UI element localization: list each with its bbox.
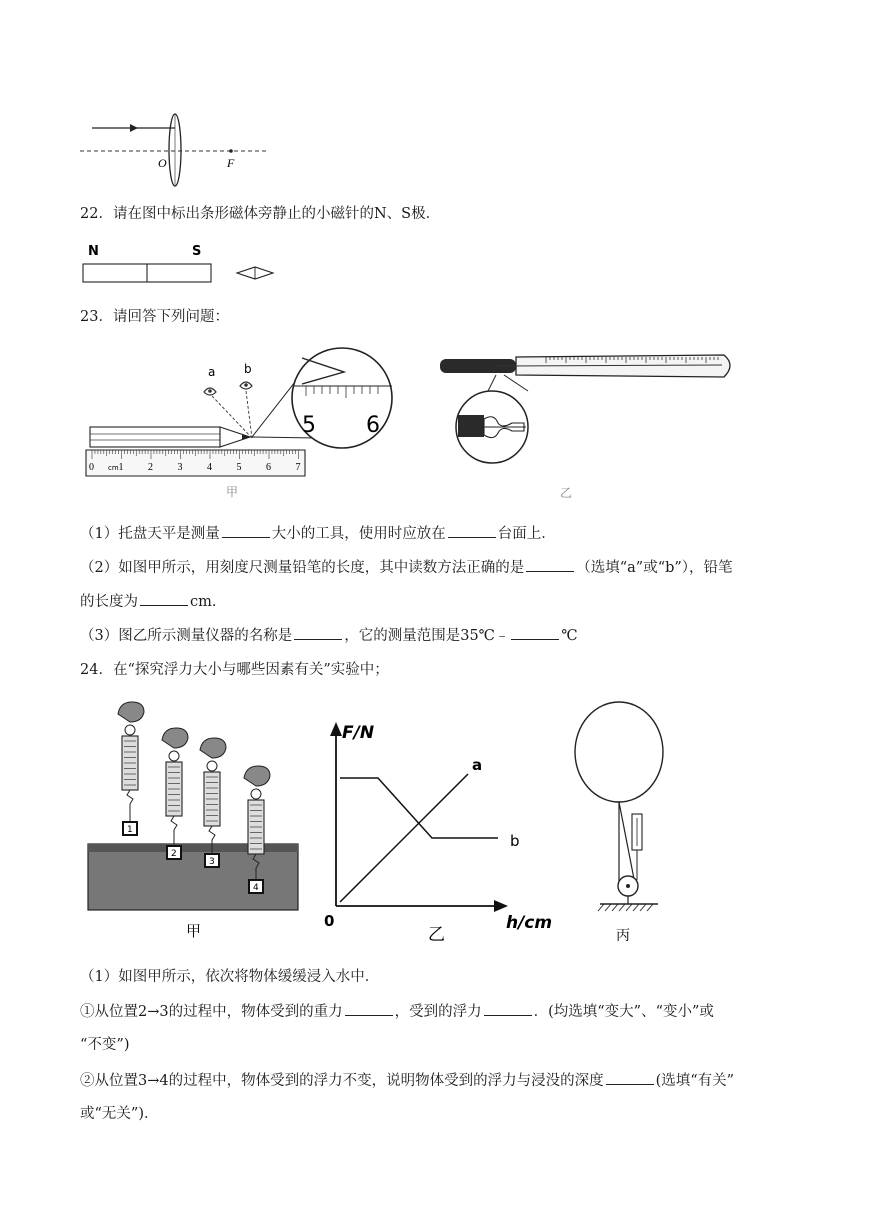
y-axis-label: F/N — [342, 723, 375, 743]
ruler-tick-label: 6 — [266, 462, 271, 473]
spring-scale-2 — [162, 728, 188, 859]
ruler-tick-label: 7 — [295, 462, 301, 473]
ruler-pencil-figure — [80, 338, 416, 506]
magnet-N-label: N — [88, 244, 99, 259]
balloon-pulley — [575, 702, 663, 944]
buoyancy-figure — [78, 694, 672, 946]
thermometer-zoom — [456, 391, 528, 463]
ruler-tick-label: 5 — [236, 462, 242, 473]
answer-blank-6[interactable] — [511, 625, 559, 640]
spring-scale-setup — [88, 702, 298, 910]
q23-p1: （1）托盘天平是测量 大小的工具，使用时应放在 台面上． — [80, 523, 556, 544]
line-b-label: b — [510, 832, 520, 850]
ruler-tick-label: 1 — [118, 462, 124, 473]
caption-yi: 乙 — [560, 486, 573, 500]
caption-jia: 甲 — [226, 485, 239, 499]
ruler-tick-label: 3 — [177, 462, 183, 473]
ruler — [86, 450, 305, 476]
answer-blank-2[interactable] — [448, 523, 496, 538]
answer-blank-4[interactable] — [140, 591, 188, 606]
zoom-view — [292, 348, 392, 448]
spring-scale-1 — [118, 702, 144, 835]
x-axis-arrow-icon — [494, 900, 508, 912]
label-F: F — [227, 156, 235, 170]
answer-blank-3[interactable] — [526, 557, 574, 572]
lens-figure — [78, 108, 274, 188]
block-label: 4 — [253, 883, 259, 893]
answer-blank-8[interactable] — [484, 1001, 532, 1016]
q24-title: 24．在“探究浮力大小与哪些因素有关”实验中； — [80, 662, 389, 678]
q23-p2-cont: 的长度为 cm. — [80, 591, 216, 612]
q23-p3: （3）图乙所示测量仪器的名称是 ，它的测量范围是35℃﹣ ℃ — [80, 625, 578, 646]
force-depth-graph — [324, 722, 552, 944]
q23-p2: （2）如图甲所示，用刻度尺测量铅笔的长度，其中读数方法正确的是 （选填“a”或“b”），铅笔 — [80, 557, 733, 578]
ruler-unit-label: cm — [108, 464, 119, 472]
pencil — [90, 427, 250, 447]
caption-yi-24: 乙 — [428, 925, 445, 944]
q24-p2-cont: “不变”) — [80, 1037, 130, 1053]
answer-blank-7[interactable] — [345, 1001, 393, 1016]
caption-jia-24: 甲 — [186, 924, 202, 940]
thermometer-figure — [436, 343, 736, 503]
eye-b-label: b — [244, 362, 252, 376]
magnet-S-label: S — [192, 244, 202, 259]
answer-blank-1[interactable] — [222, 523, 270, 538]
ruler-tick-label: 4 — [207, 462, 212, 473]
x-axis-label: h/cm — [506, 913, 553, 933]
block-label: 3 — [209, 857, 215, 867]
line-a-label: a — [472, 756, 483, 774]
block-label: 2 — [171, 849, 177, 859]
magnet-figure — [80, 240, 280, 286]
ruler-tick-label: 0 — [89, 462, 94, 473]
ruler-tick-label: 2 — [148, 462, 153, 473]
q23-title: 23．请回答下列问题： — [80, 309, 229, 325]
eye-a-icon — [204, 388, 216, 395]
ray-arrow-icon — [130, 124, 138, 132]
origin-label: 0 — [324, 912, 335, 930]
q24-p1: （1）如图甲所示，依次将物体缓缓浸入水中． — [80, 969, 380, 985]
balloon — [575, 702, 663, 802]
q22-text: 22．请在图中标出条形磁体旁静止的小磁针的N、S极． — [80, 206, 441, 222]
zoom-tick-6: 6 — [366, 413, 380, 438]
eye-b-icon — [240, 382, 252, 389]
focus-point — [229, 149, 233, 153]
clinical-thermometer — [440, 355, 730, 377]
y-axis-arrow-icon — [330, 722, 342, 736]
q24-p2: ①从位置2→3的过程中，物体受到的重力 ，受到的浮力 ．(均选填“变大”、“变小”或 — [80, 1001, 714, 1022]
q24-p3-cont: 或“无关”)． — [80, 1106, 159, 1122]
block-label: 1 — [127, 825, 133, 835]
line-b — [340, 778, 498, 838]
answer-blank-9[interactable] — [606, 1070, 654, 1085]
answer-blank-5[interactable] — [294, 625, 342, 640]
zoom-tick-5: 5 — [302, 413, 316, 438]
q24-p3: ②从位置3→4的过程中，物体受到的浮力不变，说明物体受到的浮力与浸没的深度 (选填“有关” — [80, 1070, 734, 1091]
caption-bing: 丙 — [616, 929, 630, 944]
eye-a-label: a — [208, 365, 216, 379]
label-O: O — [158, 156, 167, 170]
